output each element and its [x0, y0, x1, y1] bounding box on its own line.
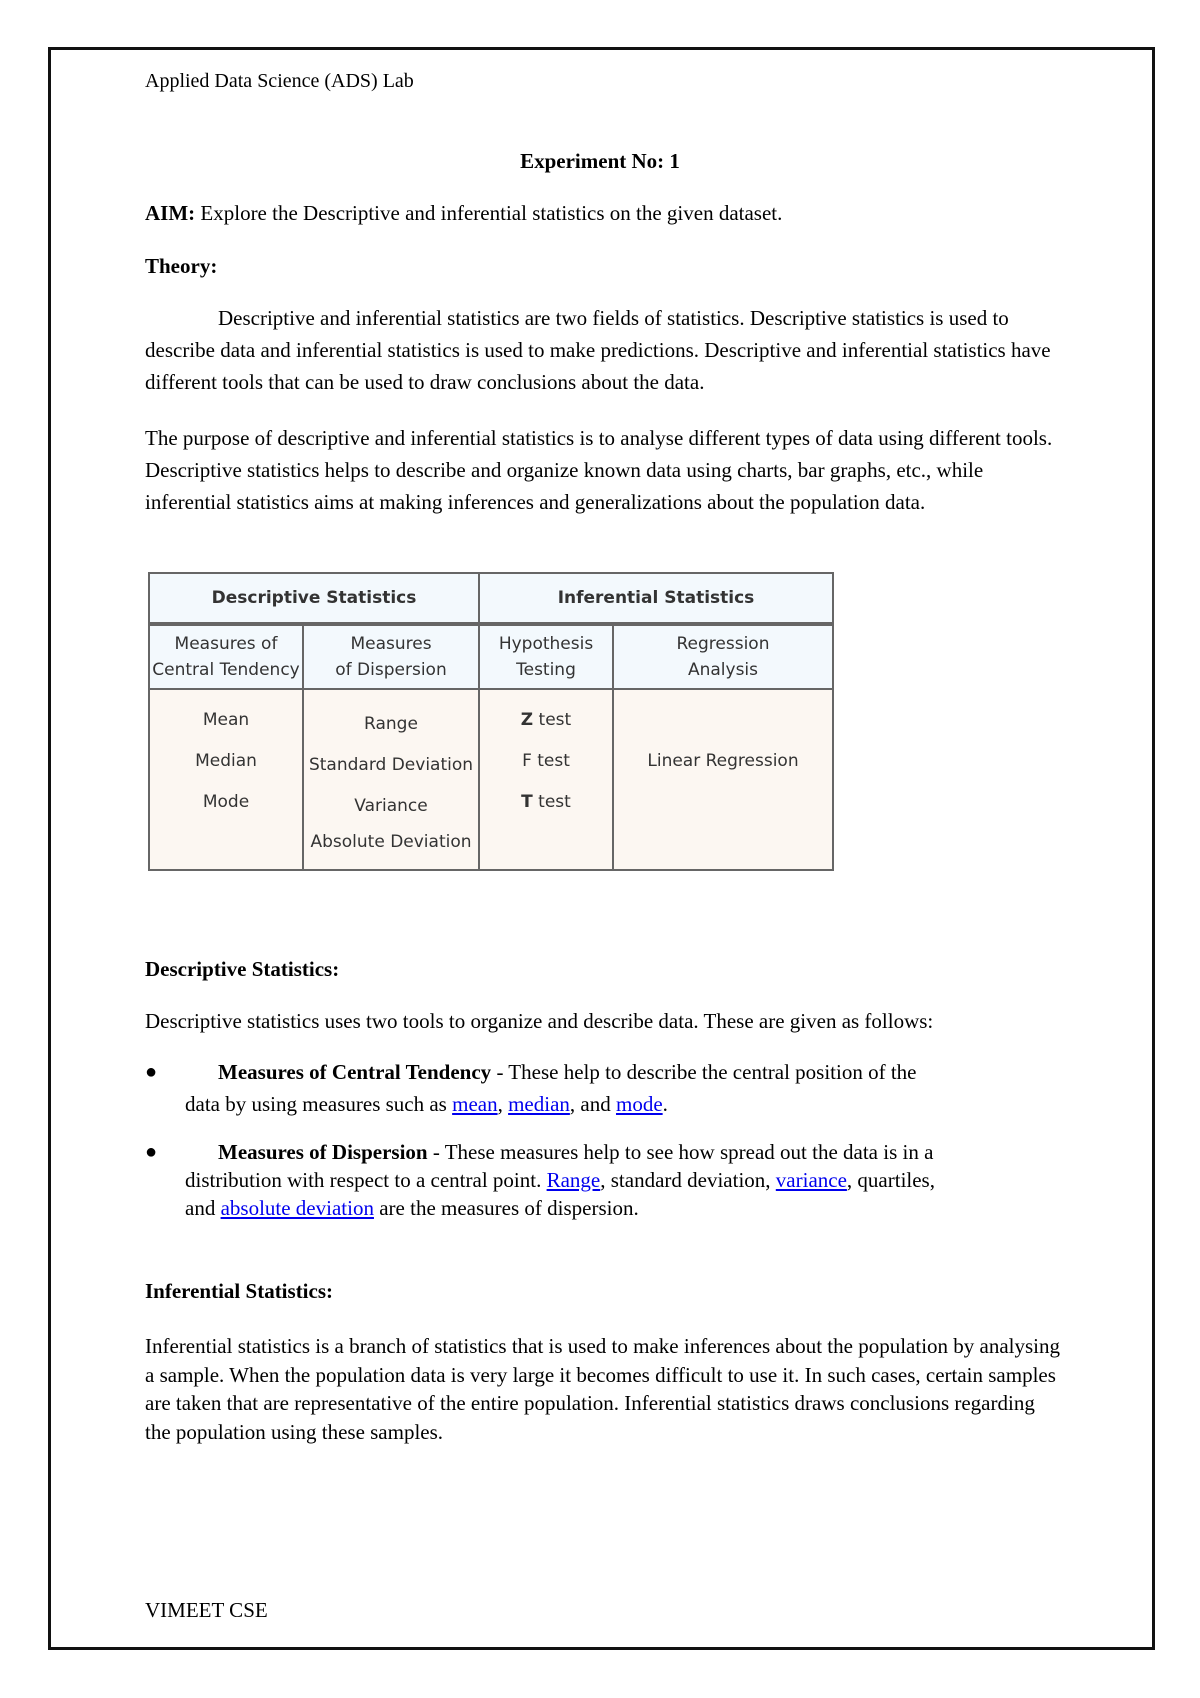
table-item: [481, 741, 611, 782]
bullet-icon: ●: [145, 1061, 158, 1083]
test-letter: Z: [520, 710, 534, 730]
bullet-text: are the measures of dispersion.: [373, 1196, 639, 1220]
subheader-line: Measures: [350, 634, 432, 654]
subheader-dispersion: [303, 624, 479, 689]
table-item: Mode: [202, 792, 250, 812]
aim-label: AIM:: [145, 201, 196, 225]
bullet-line-3: [185, 1194, 1065, 1222]
bullet-text: - These measures help to see how spread out the data is in a: [427, 1140, 934, 1164]
cell-dispersion: [303, 689, 479, 870]
document-footer: VIMEET CSE: [145, 1598, 268, 1622]
table-group-row: [149, 573, 833, 624]
bullet-text: data by using measures such as: [185, 1092, 453, 1116]
bullet-text: , quartiles,: [846, 1168, 935, 1192]
subheader-line: Measures of: [174, 634, 278, 654]
aim-text: Explore the Descriptive and inferential statistics on the given dataset.: [195, 201, 783, 225]
cell-central-tendency: [149, 689, 303, 870]
subheader-line: Testing: [516, 660, 576, 680]
table-item: Median: [195, 751, 257, 771]
table-item: Mean: [202, 710, 250, 730]
bullet-text: distribution with respect to a central point.: [185, 1168, 547, 1192]
statistics-table: [148, 572, 834, 871]
bullet-central-tendency: [145, 1056, 1065, 1120]
separator: .: [662, 1092, 668, 1116]
test-letter: F: [522, 751, 532, 771]
table-item: Range: [364, 714, 418, 734]
bullet-text: - These help to describe the central position of the: [491, 1060, 917, 1084]
subheader-central-tendency: [149, 624, 303, 689]
bullet-text: , standard deviation,: [600, 1168, 776, 1192]
inferential-paragraph: Inferential statistics is a branch of statistics that is used to make inferences about the population by analysing a sample. When the population data is very large it becomes difficult to use it. In such cases, certain samples are taken that are representative of the entire population. Inferential statistics draws conclusions regarding the population using these samples.: [145, 1334, 1061, 1444]
page-title: Experiment No: 1: [520, 149, 680, 173]
table-item: Variance: [354, 796, 428, 816]
theory-paragraph-1: [145, 302, 1065, 398]
theory-heading: Theory:: [145, 254, 218, 278]
link-mean[interactable]: mean: [452, 1092, 498, 1116]
bullet-content: [185, 1138, 1065, 1222]
table-body-row: [149, 689, 833, 870]
group-descriptive: Descriptive Statistics: [149, 573, 479, 624]
subheader-regression: [613, 624, 833, 689]
link-range[interactable]: Range: [546, 1168, 601, 1192]
subheader-hypothesis: [479, 624, 613, 689]
link-variance[interactable]: variance: [775, 1168, 847, 1192]
table-item: [481, 782, 611, 823]
bullet-term: Measures of Dispersion: [218, 1140, 428, 1164]
table-item: Standard Deviation: [308, 755, 474, 775]
subheader-line: of Dispersion: [335, 660, 447, 680]
bullet-icon: ●: [145, 1141, 158, 1163]
table-item: [481, 700, 611, 741]
link-mode[interactable]: mode: [615, 1092, 663, 1116]
test-word: test: [531, 751, 570, 771]
test-word: test: [532, 792, 571, 812]
link-absolute-deviation[interactable]: absolute deviation: [220, 1196, 374, 1220]
link-median[interactable]: median: [508, 1092, 570, 1116]
bullet-term: Measures of Central Tendency: [218, 1060, 492, 1084]
subheader-line: Central Tendency: [152, 660, 300, 680]
bullet-dispersion: [145, 1138, 1065, 1222]
subheader-line: Regression: [676, 634, 770, 654]
bullet-line-2: [185, 1088, 1065, 1120]
table-item: Absolute Deviation: [310, 832, 472, 852]
separator: ,: [497, 1092, 509, 1116]
bullet-line-2: [185, 1166, 1065, 1194]
descriptive-intro: Descriptive statistics uses two tools to organize and describe data. These are given as follows:: [145, 1009, 934, 1033]
bullet-content: [185, 1056, 1065, 1120]
test-letter: T: [521, 792, 533, 812]
separator: , and: [569, 1092, 616, 1116]
inferential-heading: Inferential Statistics:: [145, 1279, 334, 1303]
test-word: test: [533, 710, 572, 730]
subheader-line: Hypothesis: [498, 634, 594, 654]
cell-regression: [613, 689, 833, 870]
theory-paragraph-1-text: Descriptive and inferential statistics are two fields of statistics. Descriptive statistics is used to describe data and inferential statistics is used to make predictions. Descriptive and inferential statistics have different tools that can be used to draw conclusions about the data.: [145, 306, 1051, 394]
theory-paragraph-2: The purpose of descriptive and inferential statistics is to analyse different types of data using different tools. Descriptive statistics helps to describe and organize known data using charts, bar graphs, etc., while inferential statistics aims at making inferences and generalizations about the population data.: [145, 426, 1053, 514]
aim-line: [145, 197, 782, 229]
subheader-line: Analysis: [687, 660, 759, 680]
bullet-text: and: [185, 1196, 221, 1220]
cell-hypothesis: [479, 689, 613, 870]
table-item: Linear Regression: [647, 751, 799, 771]
group-inferential: Inferential Statistics: [479, 573, 833, 624]
table-subheader-row: [149, 624, 833, 689]
document-header: Applied Data Science (ADS) Lab: [145, 70, 414, 92]
descriptive-heading: Descriptive Statistics:: [145, 957, 340, 981]
